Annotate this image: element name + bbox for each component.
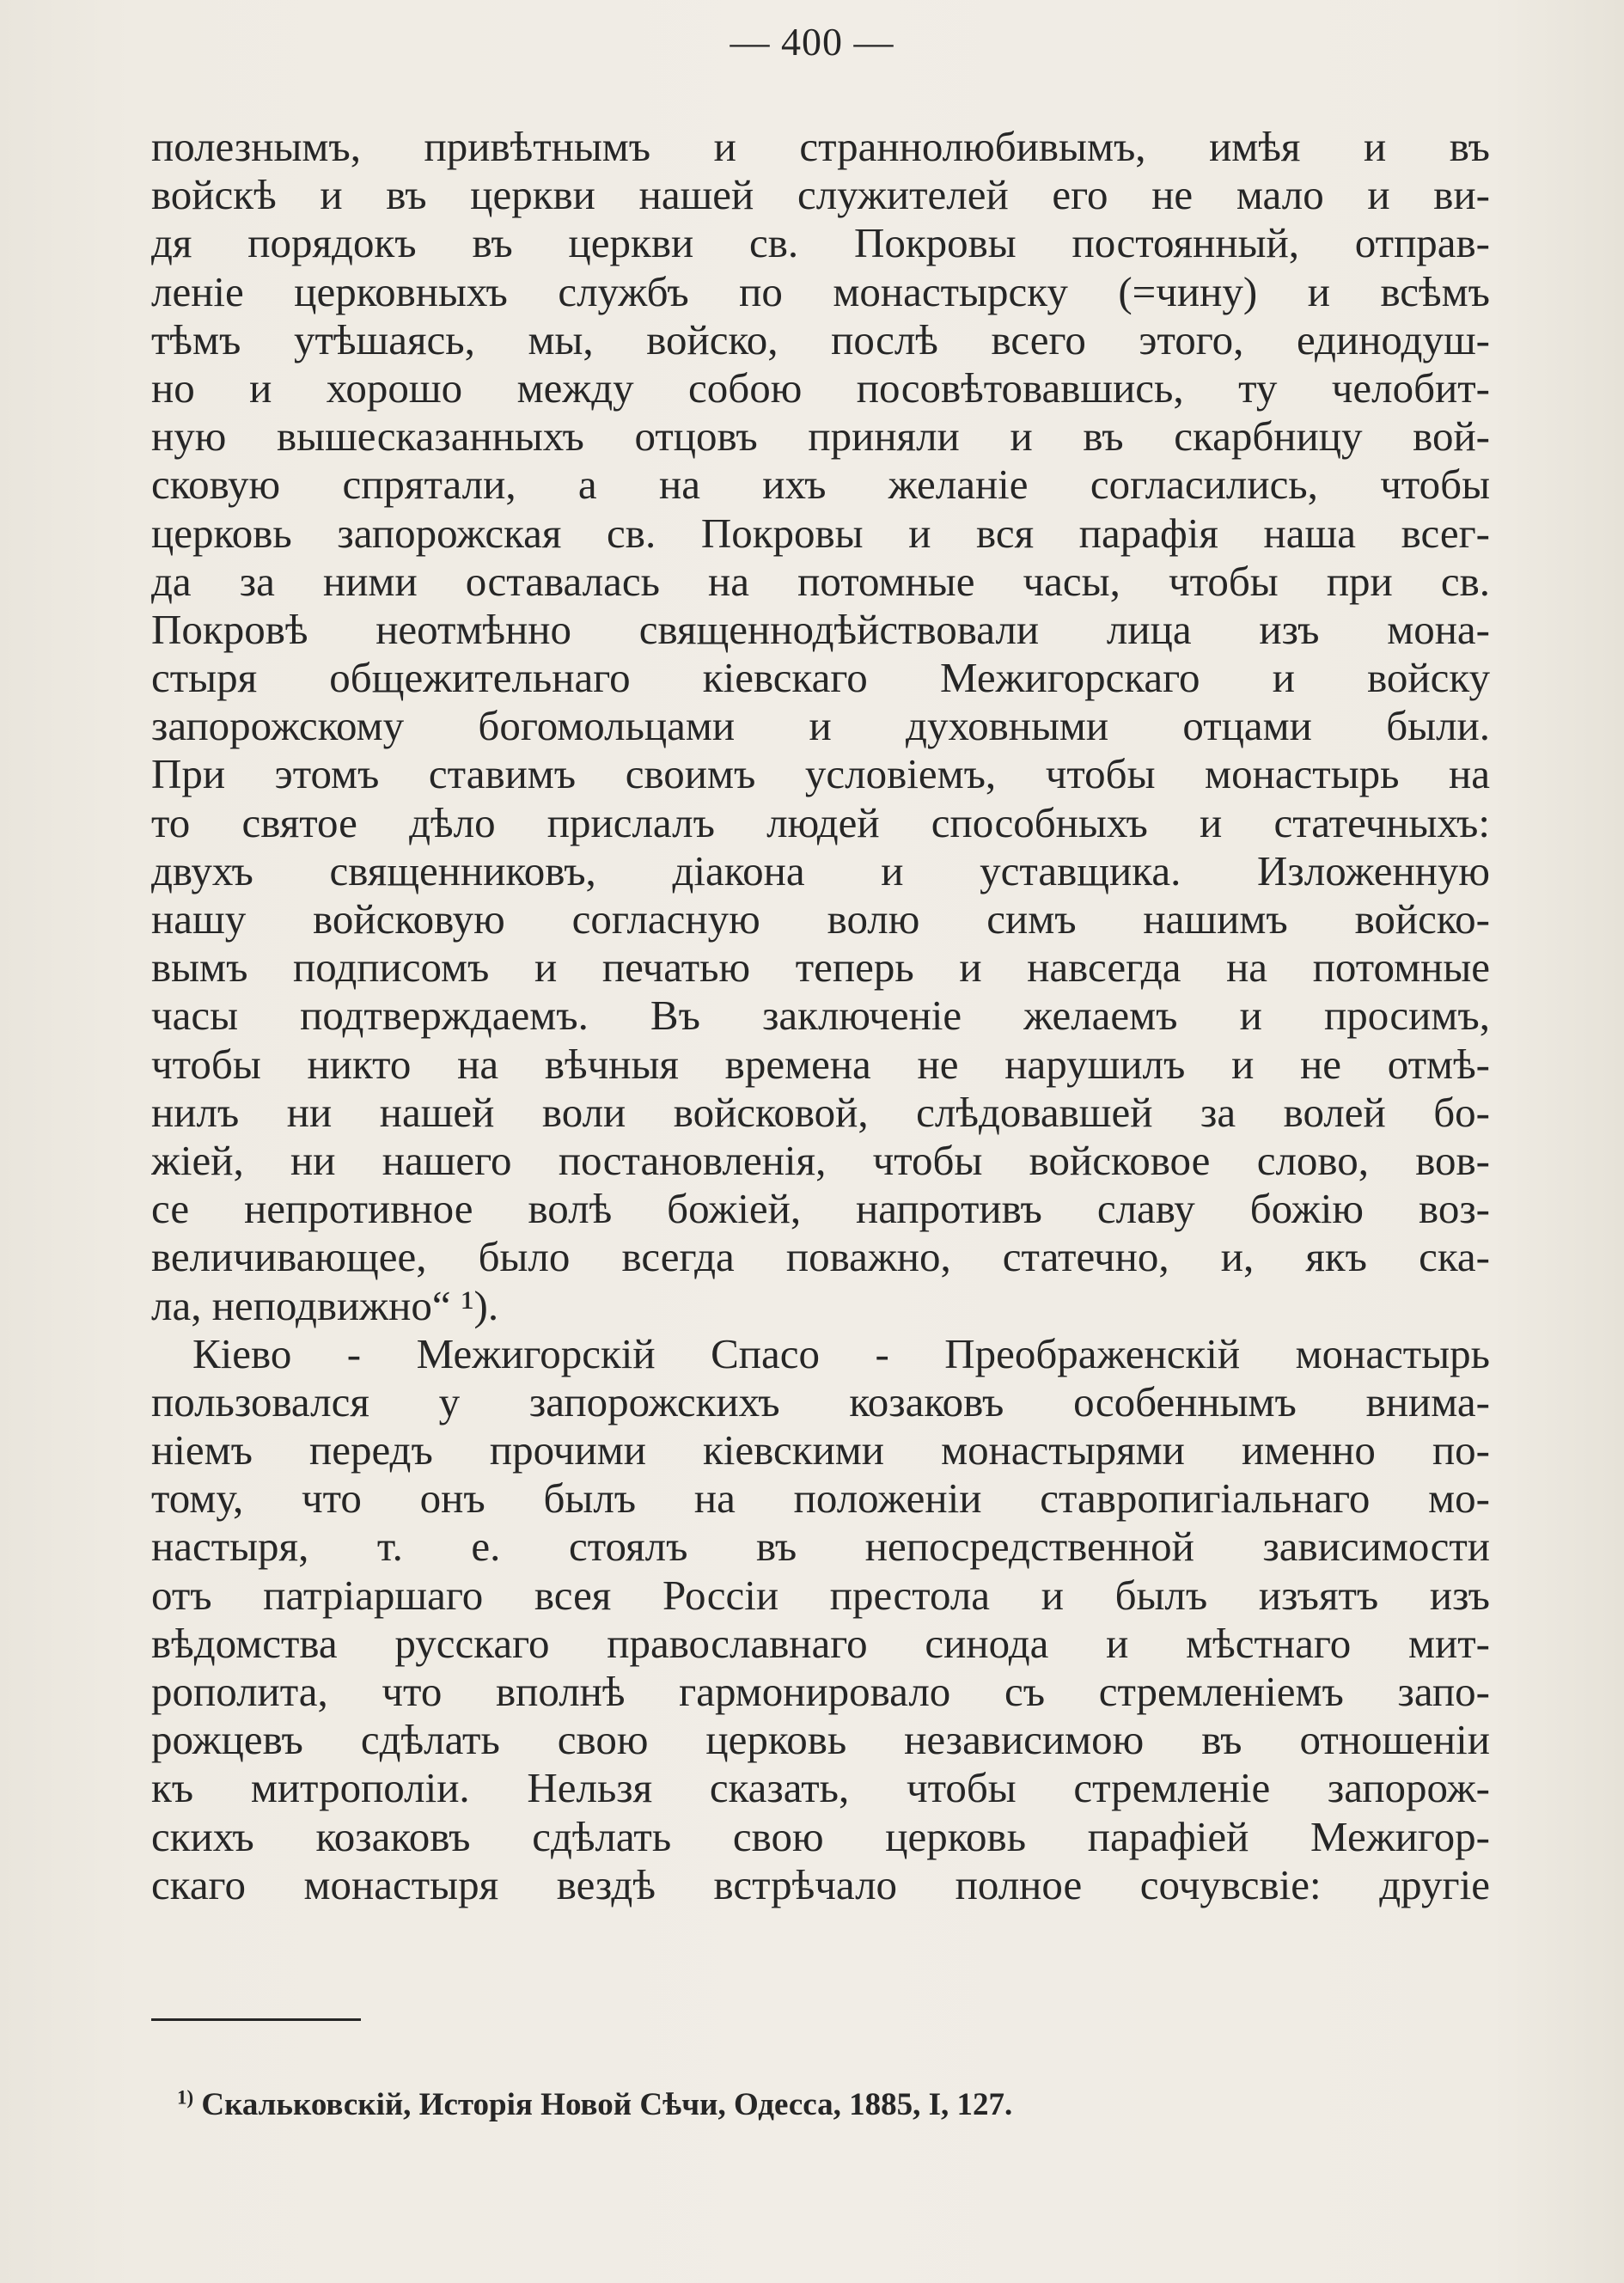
footnote-marker: 1) (177, 2086, 194, 2109)
text-line: При этомъ ставимъ своимъ условіемъ, чтобы монастырь на (151, 750, 1490, 798)
text-line: рожцевъ сдѣлать свою церковь независимою въ отношеніи (151, 1716, 1490, 1764)
paragraph-start-line: Кіево - Межигорскій Спасо - Преображенскій монастырь (192, 1329, 1490, 1377)
text-line: ніемъ передъ прочими кіевскими монастырями именно по- (151, 1426, 1490, 1474)
text-line: войскѣ и въ церкви нашей служителей его не мало и ви- (151, 171, 1490, 219)
text-line: двухъ священниковъ, діакона и уставщика. Изложенную (151, 846, 1490, 894)
text-line: запорожскому богомольцами и духовными отцами были. (151, 702, 1490, 750)
text-line: пользовался у запорожскихъ козаковъ особеннымъ внима- (151, 1377, 1490, 1425)
paragraph-end-line: ла, неподвижно“ ¹). (151, 1281, 499, 1329)
text-line: величивающее, было всегда поважно, статечно, и, якъ ска- (151, 1233, 1490, 1281)
text-line: отъ патріаршаго всея Россіи престола и былъ изъятъ изъ (151, 1571, 1490, 1619)
text-line: рополита, что вполнѣ гармонировало съ стремленіемъ запо- (151, 1668, 1490, 1715)
text-line: дя порядокъ въ церкви св. Покровы постоянный, отправ- (151, 219, 1490, 267)
page-number: — 400 — (730, 20, 894, 64)
text-line: Покровѣ неотмѣнно священнодѣйствовали лица изъ мона- (151, 605, 1490, 653)
text-line: нилъ ни нашей воли войсковой, слѣдовавшей за волей бо- (151, 1088, 1490, 1136)
footnote-divider (151, 2018, 361, 2021)
footnote-text: Скальковскій, Исторія Новой Сѣчи, Одесса, 1885, I, 127. (201, 2087, 1013, 2122)
text-line: се непротивное волѣ божіей, напротивъ славу божію воз- (151, 1185, 1490, 1233)
text-line: да за ними оставалась на потомные часы, чтобы при св. (151, 557, 1490, 605)
text-line: то святое дѣло прислалъ людей способныхъ и статечныхъ: (151, 798, 1490, 846)
text-line: полезнымъ, привѣтнымъ и страннолюбивымъ, имѣя и въ (151, 123, 1490, 170)
text-line: вѣдомства русскаго православнаго синода и мѣстнаго мит- (151, 1619, 1490, 1667)
text-line: стыря общежительнаго кіевскаго Межигорскаго и войску (151, 654, 1490, 702)
text-line: сковую спрятали, а на ихъ желаніе согласились, чтобы (151, 461, 1490, 509)
text-line: тѣмъ утѣшаясь, мы, войско, послѣ всего этого, единодуш- (151, 315, 1490, 363)
text-line: скаго монастыря вездѣ встрѣчало полное сочувсвіе: другіе (151, 1860, 1490, 1908)
text-line: тому, что онъ былъ на положеніи ставропигіальнаго мо- (151, 1474, 1490, 1523)
text-line: ную вышесказанныхъ отцовъ приняли и въ скарбницу вой- (151, 412, 1490, 461)
text-line: часы подтверждаемъ. Въ заключеніе желаемъ и просимъ, (151, 992, 1490, 1040)
text-line: къ митрополіи. Нельзя сказать, чтобы стремленіе запорож- (151, 1764, 1490, 1812)
text-line: церковь запорожская св. Покровы и вся парафія наша всег- (151, 509, 1490, 557)
text-line: жіей, ни нашего постановленія, чтобы войсковое слово, вов- (151, 1136, 1490, 1184)
footnote (177, 2085, 1012, 2126)
body-text (151, 123, 1490, 1909)
text-line: вымъ подписомъ и печатью теперь и навсегда на потомные (151, 943, 1490, 992)
text-line: настыря, т. е. стоялъ въ непосредственной зависимости (151, 1523, 1490, 1571)
text-line: скихъ козаковъ сдѣлать свою церковь парафіей Межигор- (151, 1812, 1490, 1860)
text-line: леніе церковныхъ службъ по монастырску (=чину) и всѣмъ (151, 267, 1490, 315)
text-line: нашу войсковую согласную волю симъ нашимъ войско- (151, 895, 1490, 943)
text-line: чтобы никто на вѣчныя времена не нарушилъ и не отмѣ- (151, 1040, 1490, 1088)
text-line: но и хорошо между собою посовѣтовавшись, ту челобит- (151, 363, 1490, 412)
